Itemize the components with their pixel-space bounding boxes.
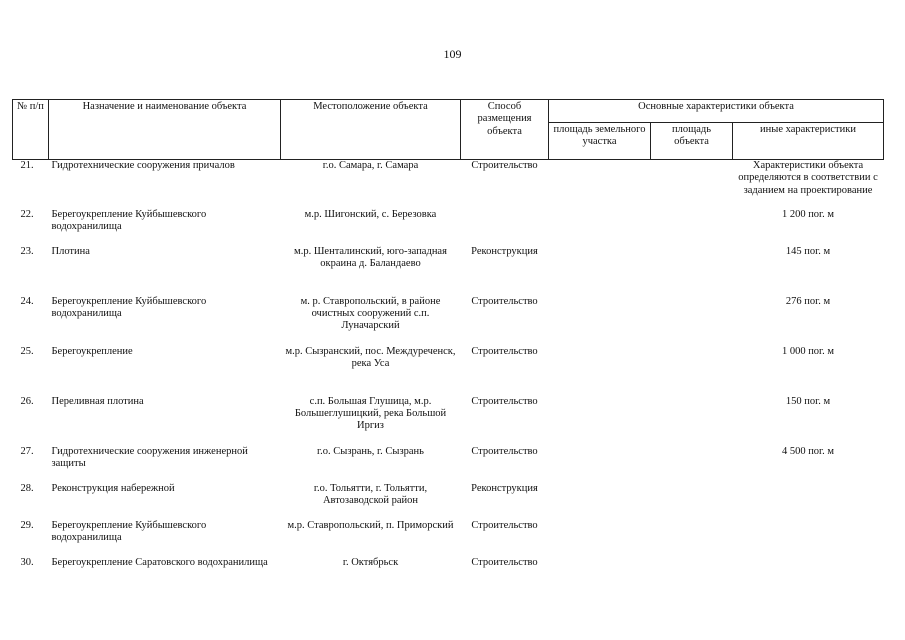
table-row	[13, 160, 884, 209]
object-name: Гидротехнические сооружения инженерной защиты	[51, 445, 248, 469]
row-number: 30.	[20, 556, 34, 568]
object-location: с.п. Большая Глушица, м.р. Большеглушицкий, река Большой Иргиз	[294, 395, 447, 432]
object-location: м.р. Шенталинский, юго-западная окраина д. Баландаево	[294, 245, 447, 269]
row-number: 29.	[20, 519, 34, 531]
other-characteristics	[733, 483, 884, 520]
land-area	[549, 246, 651, 296]
header-object-area: площадь объекта	[651, 123, 733, 160]
object-name: Берегоукрепление Саратовского водохранилища	[51, 556, 268, 568]
object-name: Переливная плотина	[51, 395, 144, 407]
object-name: Берегоукрепление Куйбышевского водохранилища	[51, 295, 207, 319]
placement-method	[461, 209, 549, 246]
object-area	[651, 520, 733, 557]
other-characteristics: Характеристики объекта определяются в соответствии с заданием на проектирование	[738, 160, 878, 196]
placement-method: Строительство	[471, 160, 538, 171]
placement-method: Строительство	[471, 556, 538, 568]
land-area	[549, 346, 651, 396]
object-area	[651, 246, 733, 296]
other-characteristics: 1 000 пог. м	[781, 345, 835, 357]
other-characteristics: 150 пог. м	[785, 395, 831, 407]
land-area	[549, 396, 651, 446]
table-row	[13, 446, 884, 483]
object-name: Реконструкция набережной	[51, 482, 175, 494]
object-location: г.о. Самара, г. Самара	[322, 160, 419, 171]
other-characteristics	[733, 520, 884, 557]
header-location: Местоположение объекта	[281, 100, 461, 160]
row-number: 27.	[20, 445, 34, 457]
header-characteristics: Основные характеристики объекта	[549, 100, 884, 123]
object-location: г. Октябрьск	[342, 556, 399, 568]
object-name: Берегоукрепление Куйбышевского водохранилища	[51, 519, 207, 543]
object-location: г.о. Сызрань, г. Сызрань	[317, 445, 424, 457]
object-location: м.р. Ставропольский, п. Приморский	[287, 519, 454, 531]
row-number: 26.	[20, 395, 34, 407]
table-row	[13, 557, 884, 594]
placement-method: Строительство	[471, 519, 538, 531]
row-number: 28.	[20, 482, 34, 494]
object-area	[651, 346, 733, 396]
placement-method: Строительство	[471, 295, 538, 307]
placement-method: Реконструкция	[471, 245, 538, 257]
other-characteristics: 145 пог. м	[785, 245, 831, 257]
object-area	[651, 209, 733, 246]
land-area	[549, 209, 651, 246]
other-characteristics	[733, 557, 884, 594]
land-area	[549, 520, 651, 557]
header-other: иные характеристики	[733, 123, 884, 160]
placement-method: Строительство	[471, 445, 538, 457]
table-row	[13, 246, 884, 296]
object-name: Плотина	[51, 245, 90, 257]
object-name: Берегоукрепление Куйбышевского водохранилища	[51, 208, 207, 232]
object-name: Берегоукрепление	[51, 345, 133, 357]
object-area	[651, 483, 733, 520]
land-area	[549, 446, 651, 483]
placement-method: Строительство	[471, 395, 538, 407]
other-characteristics: 1 200 пог. м	[781, 208, 835, 220]
page-number: 109	[443, 47, 462, 61]
row-number: 22.	[20, 208, 34, 220]
header-num: № п/п	[13, 100, 49, 160]
other-characteristics: 4 500 пог. м	[781, 445, 835, 457]
row-number: 23.	[20, 245, 34, 257]
object-area	[651, 557, 733, 594]
table-row	[13, 520, 884, 557]
other-characteristics: 276 пог. м	[785, 295, 831, 307]
land-area	[549, 160, 651, 209]
object-location: м.р. Сызранский, пос. Междуреченск, река Уса	[285, 345, 456, 369]
object-location: м. р. Ставропольский, в районе очистных сооружений с.п. Луначарский	[300, 295, 441, 332]
land-area	[549, 557, 651, 594]
objects-table	[12, 99, 884, 594]
land-area	[549, 296, 651, 346]
table-row	[13, 483, 884, 520]
object-area	[651, 446, 733, 483]
header-name: Назначение и наименование объекта	[49, 100, 281, 160]
object-area	[651, 160, 733, 209]
table-row	[13, 346, 884, 396]
row-number: 21.	[20, 160, 34, 171]
table-row	[13, 396, 884, 446]
table-row	[13, 296, 884, 346]
land-area	[549, 483, 651, 520]
header-method: Способ размещения объекта	[461, 100, 549, 160]
table-row	[13, 209, 884, 246]
row-number: 25.	[20, 345, 34, 357]
object-location: г.о. Тольятти, г. Тольятти, Автозаводской район	[313, 482, 428, 506]
placement-method: Строительство	[471, 345, 538, 357]
placement-method: Реконструкция	[471, 482, 538, 494]
object-name: Гидротехнические сооружения причалов	[51, 160, 235, 171]
object-area	[651, 396, 733, 446]
row-number: 24.	[20, 295, 34, 307]
object-location: м.р. Шигонский, с. Березовка	[304, 208, 437, 220]
object-area	[651, 296, 733, 346]
header-land-area: площадь земельного участка	[549, 123, 651, 160]
